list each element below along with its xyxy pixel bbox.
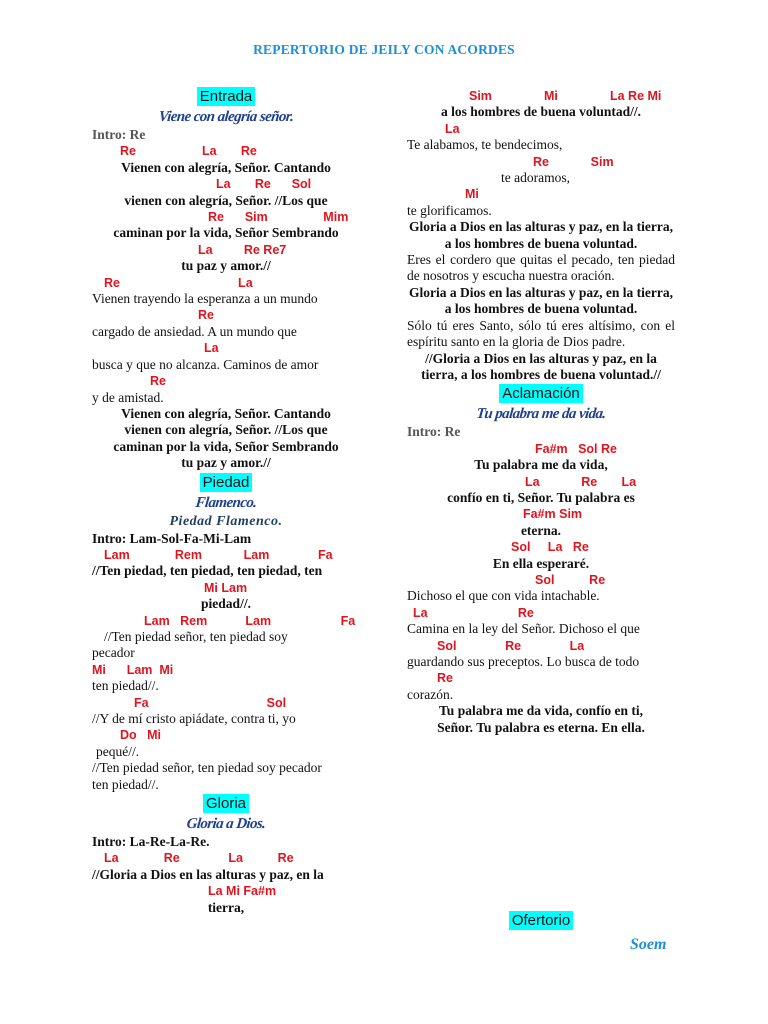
lyric-line: Camina en la ley del Señor. Dichoso el que: [407, 621, 640, 637]
chord-line: Sol Re: [535, 572, 606, 587]
lyric-line: //Ten piedad señor, ten piedad soy: [104, 628, 288, 644]
chord-line: La: [204, 341, 219, 356]
song-title-aclamacion: Tu palabra me da vida.: [475, 406, 607, 423]
chord-line: Mi: [465, 187, 479, 202]
chord-line: Re La: [104, 275, 253, 290]
lyric-line: //Gloria a Dios en las alturas y paz, en la: [92, 866, 324, 882]
lyric-line: y de amistad.: [92, 389, 164, 405]
lyric-line: //Ten piedad señor, ten piedad soy pecador: [92, 760, 322, 776]
chord-line: Do Mi: [120, 728, 161, 743]
lyric-line: Vienen con alegría, Señor. Cantando: [121, 405, 331, 421]
lyric-line: pequé//.: [96, 743, 140, 759]
chord-line: Sim Mi La Re Mi: [469, 89, 662, 103]
lyric-line: piedad//.: [201, 596, 251, 612]
song-title-entrada: Viene con alegría señor.: [157, 109, 295, 125]
intro-line: Intro: Re: [407, 424, 461, 440]
lyric-line: Vienen con alegría, Señor. Cantando: [121, 159, 331, 175]
lyric-line: guardando sus preceptos. Lo busca de todo: [407, 654, 640, 669]
lyric-line: te glorificamos.: [407, 202, 492, 218]
lyric-line: busca y que no alcanza. Caminos de amor: [92, 356, 319, 372]
lyric-line: cargado de ansiedad. A un mundo que: [92, 323, 297, 339]
lyric-paragraph: Gloria a Dios en las alturas y paz, en la tierra, a los hombres de buena voluntad.: [409, 284, 673, 317]
chord-line: Fa#m Sim: [523, 507, 583, 522]
lyric-line: Señor. Tu palabra es eterna. En ella.: [437, 719, 645, 735]
lyric-line: pecador: [92, 645, 135, 661]
right-column: [407, 88, 675, 736]
chord-line: Sol La Re: [511, 540, 589, 555]
lyric-line: Dichoso el que con vida intachable.: [407, 588, 600, 604]
chord-line: La Re Sol: [216, 177, 312, 192]
chord-line: La Re: [413, 605, 534, 620]
signature: Soem: [630, 936, 667, 953]
lyric-line: //Y de mí cristo apiádate, contra ti, yo: [92, 711, 296, 726]
lyric-line: caminan por la vida, Señor Sembrando: [113, 438, 339, 454]
lyric-line: caminan por la vida, Señor Sembrando: [113, 225, 339, 241]
lyric-paragraph: Eres el cordero que quitas el pecado, ten piedad de nosotros y escucha nuestra oración.: [407, 252, 675, 284]
chord-line: La Re La Re: [104, 851, 294, 866]
lyric-line: En ella esperaré.: [492, 555, 590, 571]
chord-line: Lam Rem Lam Fa: [144, 613, 356, 628]
lyric-line: corazón.: [407, 686, 454, 702]
section-heading-ofertorio: Ofertorio: [407, 912, 675, 930]
lyric-line: tu paz y amor.//: [181, 455, 271, 471]
chord-line: Fa Sol: [134, 695, 287, 710]
lyric-paragraph: Sólo tú eres Santo, sólo tú eres altísimo, con el espíritu santo en la gloria de Dios padre.: [407, 317, 675, 350]
chord-line: La Re Re7: [198, 242, 287, 257]
chord-line: Sol Re La: [437, 638, 585, 653]
lyric-line: Te alabamos, te bendecimos,: [407, 137, 563, 153]
lyric-line: vienen con alegría, Señor. //Los que: [124, 422, 328, 438]
chord-line: Re: [437, 671, 453, 686]
lyric-line: tu paz y amor.//: [181, 258, 271, 274]
chord-line: Lam Rem Lam Fa: [104, 547, 333, 562]
lyric-paragraph: //Gloria a Dios en las alturas y paz, en la tierra, a los hombres de buena voluntad.//: [421, 350, 661, 382]
lyric-line: eterna.: [520, 522, 562, 538]
chord-line: Re La Re: [120, 144, 257, 159]
lyric-line: //Ten piedad, ten piedad, ten piedad, ten: [92, 563, 323, 579]
chord-line: La Re La: [525, 474, 637, 489]
lyric-line: tierra,: [207, 899, 245, 915]
chord-line: Re Sim: [533, 154, 614, 169]
chord-line: Fa#m Sol Re: [535, 441, 617, 456]
lyric-line: a los hombres de buena voluntad//.: [440, 104, 642, 120]
lyric-line: ten piedad//.: [92, 678, 159, 694]
song-subtitle-piedad: Piedad Flamenco.: [169, 513, 283, 529]
lyric-line: Tu palabra me da vida,: [474, 457, 608, 473]
lyric-line: Tu palabra me da vida, confío en ti,: [439, 703, 643, 719]
chord-line: Re: [198, 308, 214, 323]
chord-line: Mi Lam: [204, 580, 248, 595]
intro-line: Intro: Re: [92, 127, 146, 142]
song-title-gloria: Gloria a Dios.: [185, 816, 267, 833]
left-column: [92, 86, 360, 916]
chord-line: Re: [150, 374, 166, 389]
section-heading-piedad: Piedad: [92, 474, 360, 492]
song-title-piedad: Flamenco.: [194, 494, 258, 511]
intro-line: Intro: La-Re-La-Re.: [92, 834, 210, 850]
section-heading-gloria: Gloria: [92, 795, 360, 813]
chord-line: La Mi Fa#m: [208, 884, 277, 899]
lyric-line: vienen con alegría, Señor. //Los que: [124, 192, 328, 208]
section-heading-aclamacion: Aclamación: [407, 385, 675, 403]
lyric-line: confío en ti, Señor. Tu palabra es: [447, 489, 635, 505]
chord-line: La: [445, 121, 460, 136]
lyric-paragraph: Gloria a Dios en las alturas y paz, en la tierra, a los hombres de buena voluntad.: [409, 219, 673, 251]
lyric-line: te adoramos,: [501, 170, 570, 186]
lyric-line: Vienen trayendo la esperanza a un mundo: [92, 291, 318, 307]
intro-line: Intro: Lam-Sol-Fa-Mi-Lam: [92, 530, 252, 546]
chord-line: Re Sim Mim: [208, 210, 349, 225]
section-heading-entrada: Entrada: [92, 88, 360, 106]
page-title: REPERTORIO DE JEILY CON ACORDES: [253, 42, 515, 57]
lyric-line: ten piedad//.: [92, 776, 159, 792]
chord-line: Mi Lam Mi: [92, 662, 174, 677]
